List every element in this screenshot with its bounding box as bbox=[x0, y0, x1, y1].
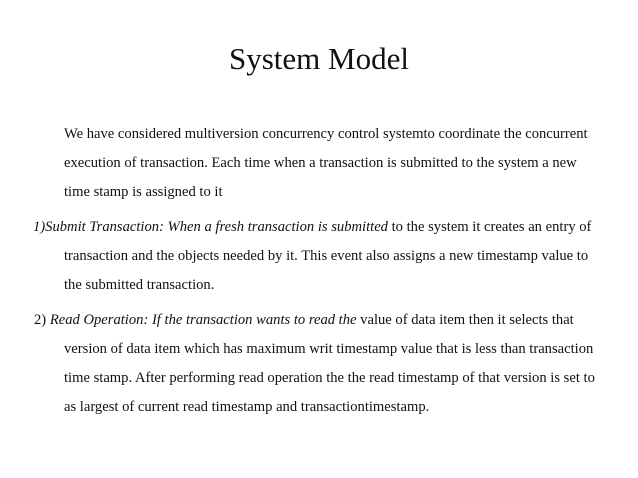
read-operation-italic: Read Operation: If the transaction wants to read the bbox=[49, 312, 357, 328]
read-operation-text: value of data item then it selects that version of data item which has maximum writ timestamp value that is less than transaction time stamp. After performing read operation the the read timestamp of that version is set to as largest of current read timestamp and transactiontimestamp. bbox=[64, 312, 595, 415]
list-item-submit-transaction bbox=[0, 213, 638, 300]
submit-transaction-text: to the system it creates an entry of transaction and the objects needed by it. This event also assigns a new timestamp value to the submitted transaction. bbox=[64, 219, 592, 293]
submit-transaction-italic: 1)Submit Transaction: When a fresh transaction is submitted bbox=[33, 219, 388, 235]
intro-paragraph: We have considered multiversion concurrency control systemto coordinate the concurrent execution of transaction. Each time when a transaction is submitted to the system a new time stamp is assigned to it bbox=[64, 126, 588, 200]
read-operation-number: 2) bbox=[34, 312, 50, 328]
slide-title: System Model bbox=[229, 41, 409, 76]
slide-body bbox=[0, 120, 638, 422]
list-item-read-operation bbox=[0, 306, 638, 422]
